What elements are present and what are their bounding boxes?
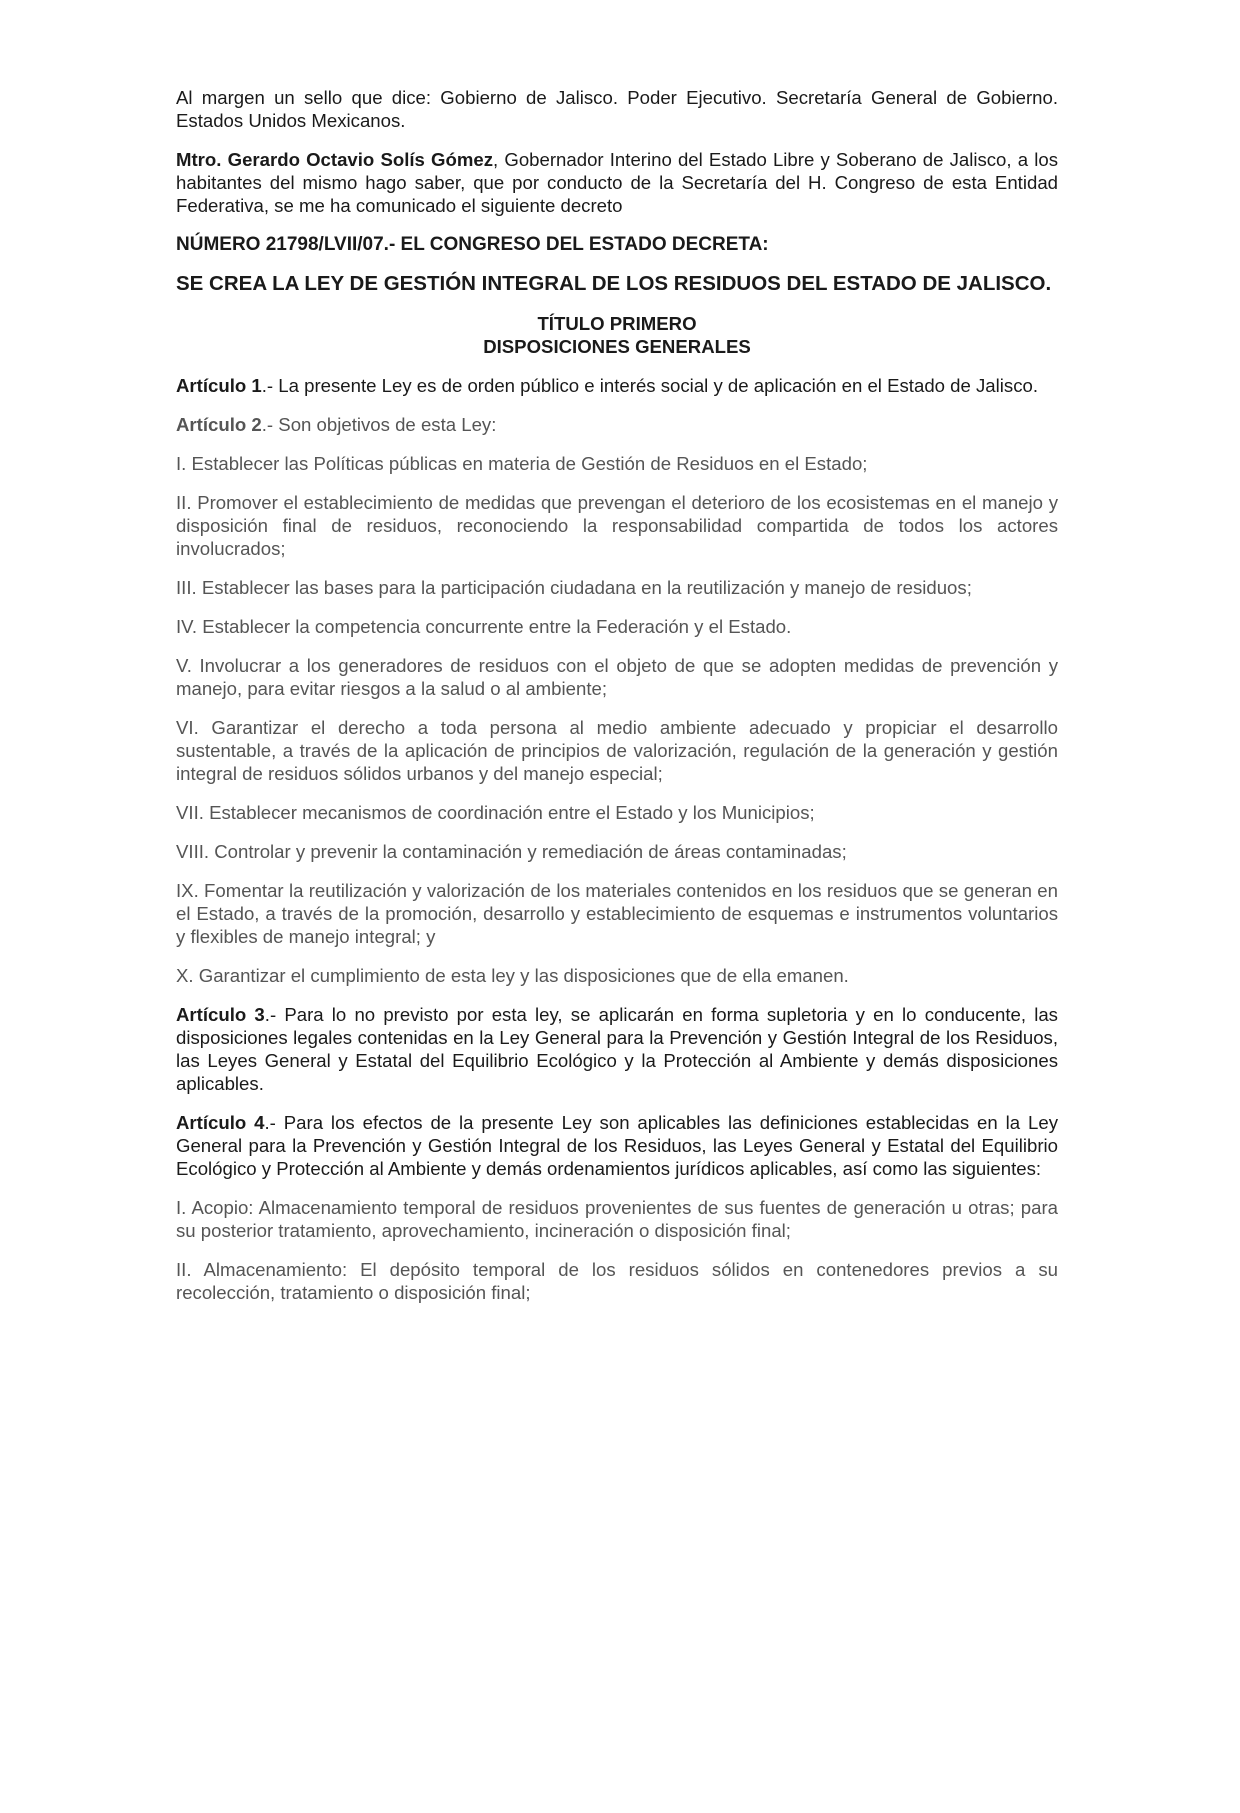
article-2-item: I. Establecer las Políticas públicas en materia de Gestión de Residuos en el Estado; [176,453,868,474]
article-1 [176,374,1058,397]
article-1-text: .- La presente Ley es de orden público e interés social y de aplicación en el Estado de Jalisco. [261,375,1039,396]
article-2-item: II. Promover el establecimiento de medidas que prevengan el deterioro de los ecosistemas en el manejo y disposición final de residuos, reconociendo la responsabilidad compartida de todos los actores involucrados; [176,492,1058,559]
intro-paragraph [176,148,1058,217]
title-subheading: DISPOSICIONES GENERALES [483,336,751,357]
article-2-label: Artículo 2 [176,414,262,435]
article-2-item: III. Establecer las bases para la participación ciudadana en la reutilización y manejo de residuos; [176,577,972,598]
decree-number: NÚMERO 21798/LVII/07.- EL CONGRESO DEL ESTADO DECRETA: [176,234,769,255]
law-title: SE CREA LA LEY DE GESTIÓN INTEGRAL DE LOS RESIDUOS DEL ESTADO DE JALISCO. [176,272,1052,295]
article-2-item: IV. Establecer la competencia concurrente entre la Federación y el Estado. [176,616,792,637]
seal-note: Al margen un sello que dice: Gobierno de Jalisco. Poder Ejecutivo. Secretaría General de Gobierno. Estados Unidos Mexicanos. [176,87,1058,131]
article-2-item: V. Involucrar a los generadores de residuos con el objeto de que se adopten medidas de prevención y manejo, para evitar riesgos a la salud o al ambiente; [176,655,1058,699]
article-2-item: IX. Fomentar la reutilización y valorización de los materiales contenidos en los residuos que se generan en el Estado, a través de la promoción, desarrollo y establecimiento de esquemas e instrumentos voluntarios y flexibles de manejo integral; y [176,880,1058,947]
article-2-text: .- Son objetivos de esta Ley: [261,414,497,435]
article-4-text: .- Para los efectos de la presente Ley son aplicables las definiciones establecidas en la Ley General para la Prevención y Gestión Integral de los Residuos, las Leyes General y Estatal del Equilibrio Ecológico y Protección al Ambiente y demás ordenamientos jurídicos aplicables, así como las siguientes: [176,1112,1058,1179]
document-page [176,86,1058,1320]
governor-name: Mtro. Gerardo Octavio Solís Gómez [176,149,494,170]
article-4 [176,1111,1058,1180]
article-2-item: VI. Garantizar el derecho a toda persona al medio ambiente adecuado y propiciar el desarrollo sustentable, a través de la aplicación de principios de valorización, regulación de la generación y gestión integral de residuos sólidos urbanos y del manejo especial; [176,717,1058,784]
title-heading: TÍTULO PRIMERO [537,313,697,334]
article-4-item: II. Almacenamiento: El depósito temporal de los residuos sólidos en contenedores previos a su recolección, tratamiento o disposición final; [176,1259,1058,1303]
article-3-text: .- Para lo no previsto por esta ley, se aplicarán en forma supletoria y en lo conducente, las disposiciones legales contenidas en la Ley General para la Prevención y Gestión Integral de los Residuos, las Leyes General y Estatal del Equilibrio Ecológico y la Protección al Ambiente y demás disposiciones aplicables. [176,1004,1058,1094]
article-3-label: Artículo 3 [176,1004,265,1025]
article-4-label: Artículo 4 [176,1112,265,1133]
article-2-item: VIII. Controlar y prevenir la contaminación y remediación de áreas contaminadas; [176,841,847,862]
article-2 [176,413,1058,436]
article-2-item: VII. Establecer mecanismos de coordinación entre el Estado y los Municipios; [176,802,815,823]
article-4-item: I. Acopio: Almacenamiento temporal de residuos provenientes de sus fuentes de generación u otras; para su posterior tratamiento, aprovechamiento, incineración o disposición final; [176,1197,1058,1241]
title-heading-block [176,312,1058,358]
article-1-label: Artículo 1 [176,375,262,396]
article-2-item: X. Garantizar el cumplimiento de esta ley y las disposiciones que de ella emanen. [176,965,849,986]
article-3 [176,1003,1058,1095]
intro-text: , Gobernador Interino del Estado Libre y Soberano de Jalisco, a los habitantes del mismo hago saber, que por conducto de la Secretaría del H. Congreso de esta Entidad Federativa, se me ha comunicado el siguiente decreto [176,149,1058,216]
